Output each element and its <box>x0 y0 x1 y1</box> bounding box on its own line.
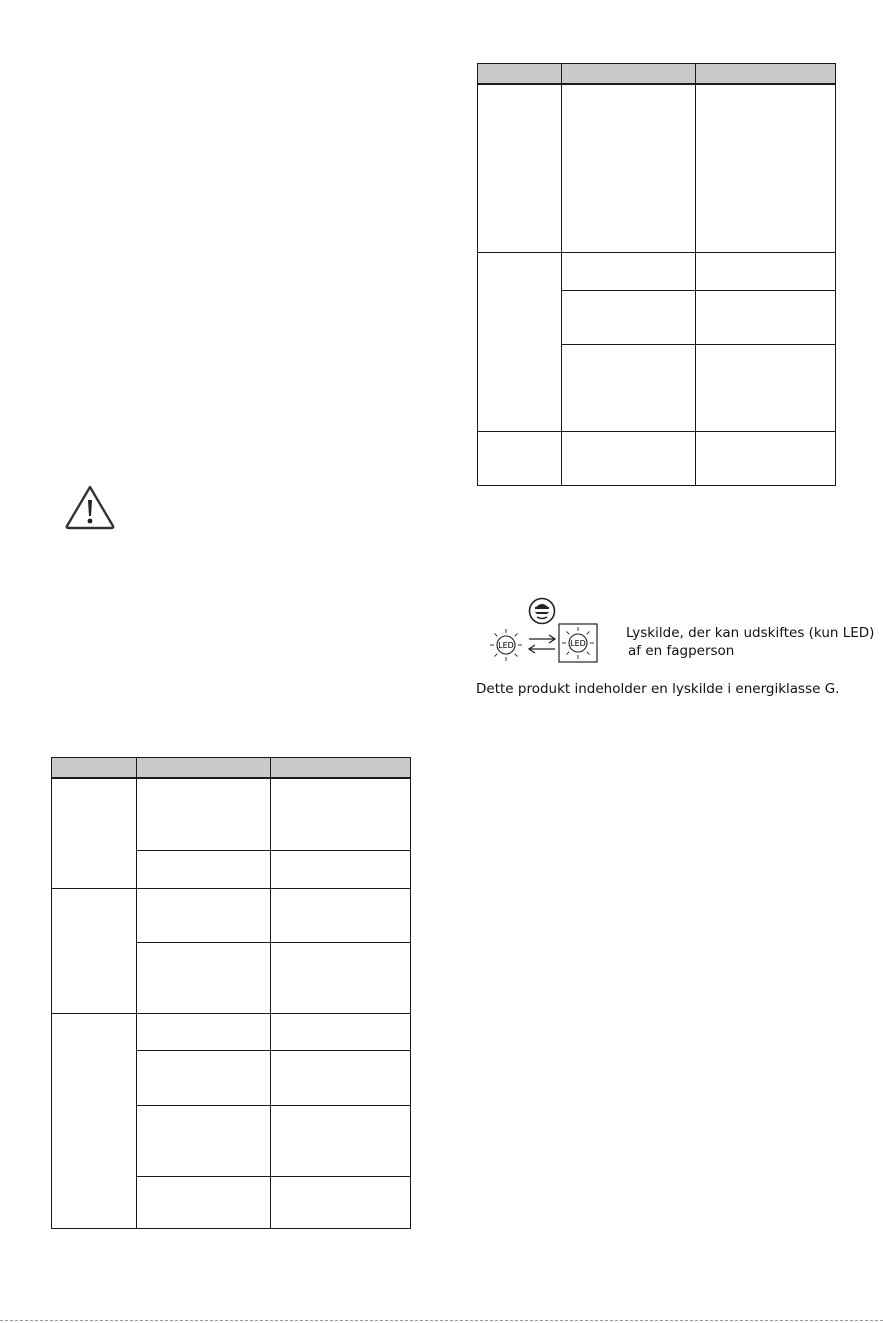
table-cell <box>562 344 696 431</box>
table-cell <box>137 1105 271 1176</box>
table-row <box>478 431 836 485</box>
table-cell <box>696 431 836 485</box>
led-bulb-icon <box>558 623 598 663</box>
page-bottom-divider <box>0 1320 883 1321</box>
table-cell <box>137 1013 271 1050</box>
table-group-cell <box>52 1013 137 1228</box>
led-label: LED <box>570 639 586 648</box>
table-cell <box>137 1050 271 1105</box>
table-row <box>52 888 411 942</box>
table-row <box>478 252 836 290</box>
specification-table-right <box>477 63 836 486</box>
table-cell <box>562 252 696 290</box>
light-source-pictogram <box>488 595 600 665</box>
table-cell <box>137 1176 271 1228</box>
table-cell <box>696 252 836 290</box>
table-cell <box>562 84 696 252</box>
table-header-cell <box>478 64 562 85</box>
table-cell <box>271 1050 411 1105</box>
replaceable-light-source-text: Lyskilde, der kan udskiftes (kun LED) <box>626 625 875 641</box>
table-header-cell <box>696 64 836 85</box>
table-cell <box>696 290 836 344</box>
table-cell <box>271 778 411 850</box>
table-row <box>52 1013 411 1050</box>
led-label: LED <box>498 641 514 650</box>
table-cell <box>271 850 411 888</box>
led-bulb-icon <box>488 627 524 663</box>
table-group-cell <box>52 778 137 888</box>
specification-table-left <box>51 757 411 1229</box>
table-header-row <box>478 64 836 85</box>
energy-class-statement: Dette produkt indeholder en lyskilde i energiklasse G. <box>476 681 840 697</box>
table-header-cell <box>562 64 696 85</box>
table-cell <box>696 84 836 252</box>
table-group-cell <box>478 431 562 485</box>
table-cell <box>271 1176 411 1228</box>
table-group-cell <box>478 252 562 431</box>
table-row <box>478 84 836 252</box>
table-cell <box>562 290 696 344</box>
replaceable-light-source-text-line2: af en fagperson <box>628 643 735 659</box>
table-group-cell <box>52 888 137 1013</box>
table-cell <box>271 942 411 1013</box>
table-group-cell <box>478 84 562 252</box>
table-cell <box>271 1105 411 1176</box>
table-cell <box>137 888 271 942</box>
table-header-cell <box>271 758 411 779</box>
table-header-cell <box>137 758 271 779</box>
warning-triangle-icon <box>64 484 116 530</box>
table-cell <box>271 1013 411 1050</box>
table-header-cell <box>52 758 137 779</box>
table-cell <box>137 850 271 888</box>
table-cell <box>696 344 836 431</box>
table-cell <box>137 942 271 1013</box>
table-cell <box>271 888 411 942</box>
swap-arrows-icon <box>527 633 557 655</box>
table-cell <box>137 778 271 850</box>
table-cell <box>562 431 696 485</box>
table-row <box>52 778 411 850</box>
technician-icon <box>528 597 556 625</box>
table-header-row <box>52 758 411 779</box>
